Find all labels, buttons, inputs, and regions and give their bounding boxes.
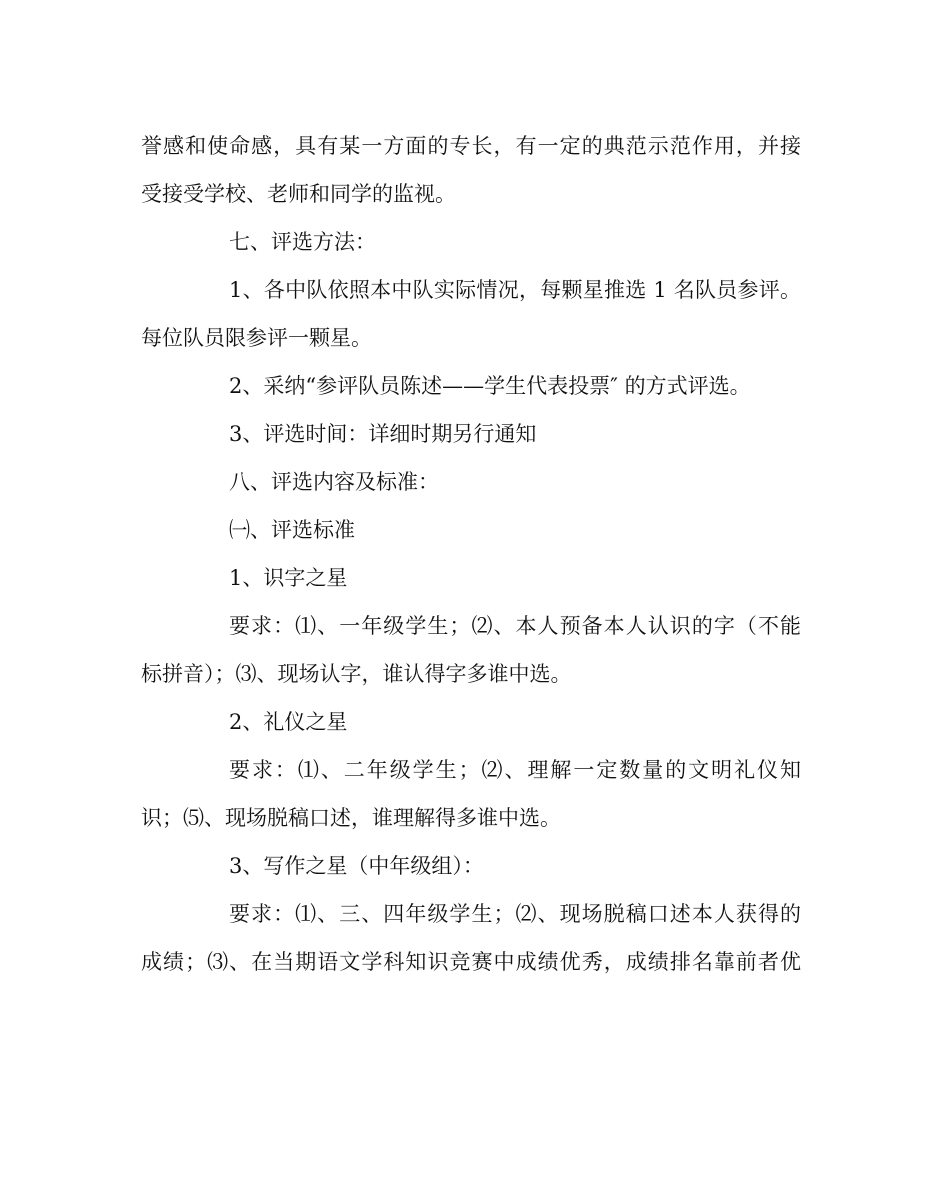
text-line-7: 3、评选时间：详细时期另行通知 xyxy=(229,422,537,446)
section-heading-8: 八、评选内容及标准： xyxy=(229,470,439,494)
text-line-17: 要求：⑴、三、四年级学生；⑵、现场脱稿口述本人获得的 xyxy=(229,902,801,926)
item-heading-1: 1、识字之星 xyxy=(229,566,348,590)
text-line-4: 1、各中队依照本中队实际情况，每颗星推选 1 名队员参评。 xyxy=(229,278,801,302)
text-line-1: 誉感和使命感，具有某一方面的专长，有一定的典范示范作用，并接 xyxy=(141,134,801,158)
text-line-11: 要求：⑴、一年级学生；⑵、本人预备本人认识的字（不能 xyxy=(229,614,801,638)
item-heading-3: 3、写作之星（中年级组）： xyxy=(229,854,484,878)
text-line-5: 每位队员限参评一颗星。 xyxy=(141,326,372,350)
item-heading-2: 2、礼仪之星 xyxy=(229,710,348,734)
text-line-6: 2、采纳“参评队员陈述——学生代表投票″ 的方式评选。 xyxy=(229,374,751,398)
text-line-14: 要求：⑴、二年级学生；⑵、理解一定数量的文明礼仪知 xyxy=(229,758,801,782)
text-line-12: 标拼音）；⑶、现场认字，谁认得字多谁中选。 xyxy=(141,662,572,686)
subsection-heading: ㈠、评选标准 xyxy=(229,518,355,542)
document-body xyxy=(141,122,801,986)
text-line-18: 成绩；⑶、在当期语文学科知识竞赛中成绩优秀，成绩排名靠前者优 xyxy=(141,950,801,974)
section-heading-7: 七、评选方法： xyxy=(229,230,376,254)
text-line-15: 识；⑸、现场脱稿口述，谁理解得多谁中选。 xyxy=(141,806,561,830)
text-line-2: 受接受学校、老师和同学的监视。 xyxy=(141,182,456,206)
